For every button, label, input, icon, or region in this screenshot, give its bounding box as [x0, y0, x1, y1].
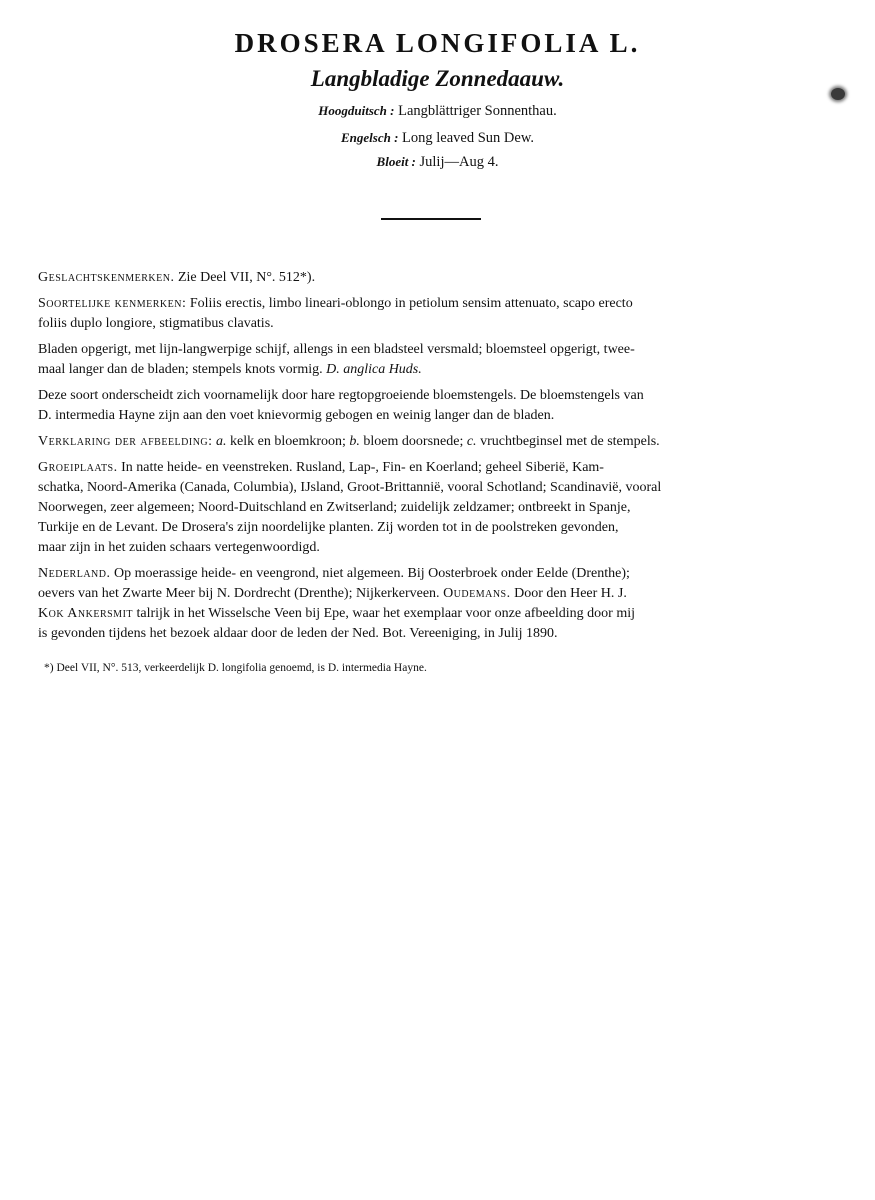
habitat-text-1: In natte heide- en veenstreken. Rusland, Lap-, Fin- en Koerland; geheel Siberië, Kam-: [121, 460, 604, 475]
species-text-1: Foliis erectis, limbo lineari-oblongo in petiolum sensim attenuato, scapo erecto: [189, 296, 633, 311]
collector-name-2: Kok Ankersmit: [38, 606, 134, 621]
habitat-paragraph: [38, 458, 838, 558]
figure-label: Verklaring der afbeelding:: [38, 434, 213, 449]
distinguish-text-1: Deze soort onderscheidt zich voornamelijk door hare regtopgroeiende bloemstengels. De bloemstengels van: [38, 388, 644, 403]
netherlands-text-3: talrijk in het Wisselsche Veen bij Epe, waar het exemplaar voor onze afbeelding door mij: [136, 606, 635, 621]
netherlands-text-1: Op moerassige heide- en veengrond, niet algemeen. Bij Oosterbroek onder Eelde (Drenthe);: [114, 566, 630, 581]
figure-key-c: c.: [466, 434, 477, 449]
dutch-name: Langbladige Zonnedaauw.: [310, 66, 565, 91]
netherlands-paragraph: [38, 564, 838, 644]
distinguish-text-2: D. intermedia Hayne zijn aan den voet knievormig gebogen en weinig langer dan de bladen.: [38, 408, 555, 423]
footnote: *) Deel VII, N°. 513, verkeerdelijk D. longifolia genoemd, is D. intermedia Hayne.: [44, 662, 427, 674]
english-name-line: [0, 130, 875, 147]
page-title: DROSERA LONGIFOLIA L.: [234, 28, 641, 58]
english-value: Long leaved Sun Dew.: [402, 130, 534, 146]
netherlands-label: Nederland.: [38, 566, 111, 581]
english-label: Engelsch :: [341, 130, 399, 145]
german-value: Langblättriger Sonnenthau.: [398, 103, 557, 119]
header-divider: [381, 218, 481, 220]
species-paragraph: [38, 294, 838, 334]
description-body: [38, 268, 838, 650]
figure-key-a: a.: [216, 434, 227, 449]
collector-name-1: Oudemans.: [443, 586, 511, 601]
figure-paragraph: [38, 432, 838, 452]
leaves-text-2: maal langer dan de bladen; stempels knots vormig.: [38, 362, 323, 377]
bloom-label: Bloeit :: [376, 154, 416, 169]
genus-paragraph: [38, 268, 838, 288]
figure-text-a: kelk en bloemkroon;: [230, 434, 346, 449]
figure-key-b: b.: [349, 434, 360, 449]
habitat-text-4: Turkije en de Levant. De Drosera's zijn noordelijke planten. Zij worden tot in de poolstreken gevonden,: [38, 520, 619, 535]
synonym-text: D. anglica Huds.: [326, 362, 422, 377]
german-label: Hoogduitsch :: [318, 103, 395, 118]
genus-label: Geslachtskenmerken.: [38, 270, 175, 285]
species-label: Soortelijke kenmerken:: [38, 296, 187, 311]
ink-blot: [831, 88, 845, 100]
netherlands-text-2b: Door den Heer H. J.: [514, 586, 627, 601]
habitat-text-2: schatka, Noord-Amerika (Canada, Columbia), IJsland, Groot-Brittannië, vooral Schotland; Scandinavië, vooral: [38, 480, 662, 495]
german-name-line: [0, 103, 875, 120]
genus-text: Zie Deel VII, N°. 512*).: [177, 270, 316, 285]
species-text-2: foliis duplo longiore, stigmatibus clavatis.: [38, 316, 274, 331]
figure-text-c: vruchtbeginsel met de stempels.: [480, 434, 660, 449]
distinguish-paragraph: [38, 386, 838, 426]
leaves-text-1: Bladen opgerigt, met lijn-langwerpige schijf, allengs in een bladsteel versmald; bloemsteel opgerigt, twee-: [38, 342, 635, 357]
netherlands-text-4: is gevonden tijdens het bezoek aldaar door de leden der Ned. Bot. Vereeniging, in Julij 1890.: [38, 626, 558, 641]
netherlands-text-2: oevers van het Zwarte Meer bij N. Dordrecht (Drenthe); Nijkerkerveen.: [38, 586, 440, 601]
bloom-line: [0, 154, 875, 171]
leaves-paragraph: [38, 340, 838, 380]
bloom-value: Julij—Aug 4.: [419, 154, 499, 170]
habitat-text-5: maar zijn in het zuiden schaars vertegenwoordigd.: [38, 540, 320, 555]
habitat-label: Groeiplaats.: [38, 460, 118, 475]
figure-text-b: bloem doorsnede;: [363, 434, 464, 449]
habitat-text-3: Noorwegen, zeer algemeen; Noord-Duitschland en Zwitserland; zuidelijk zeldzamer; ontbreekt in Spanje,: [38, 500, 631, 515]
